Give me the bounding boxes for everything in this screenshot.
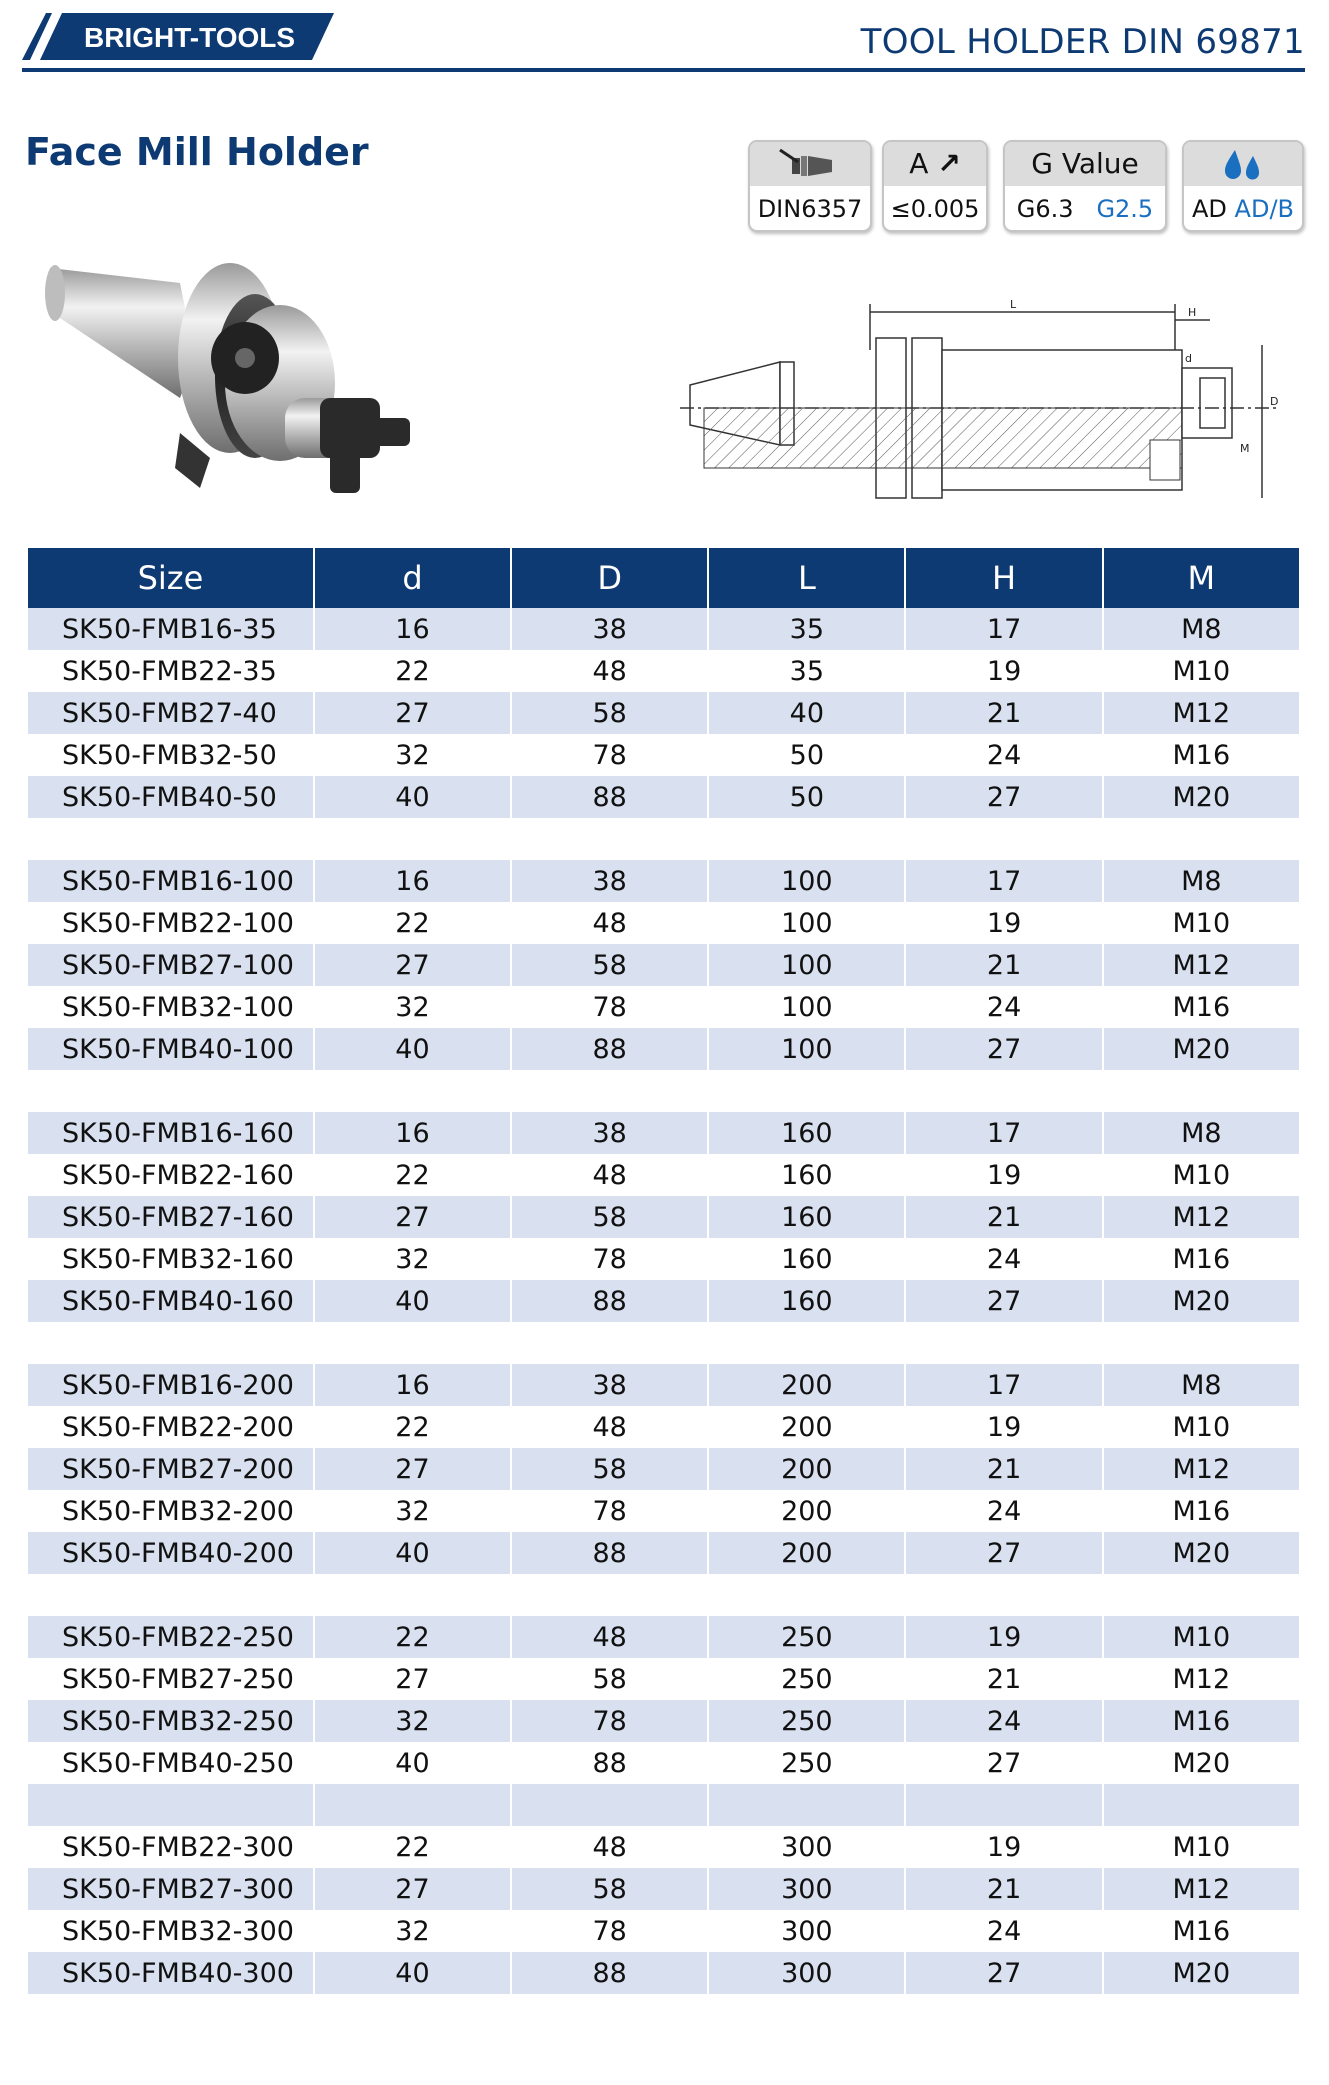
cell-size: SK50-FMB32-200 [62,1495,294,1527]
cell-D: 38 [512,608,707,650]
cell-D: 78 [592,1243,627,1275]
cell-H: 19 [986,655,1022,687]
table-row [28,860,1299,902]
cell-D: 48 [592,907,627,939]
badge-din-standard [748,140,872,232]
cell-d: 16 [315,860,510,902]
cell-D: 48 [592,1411,627,1443]
table-row [28,1700,1299,1742]
cell-d: 40 [315,1532,510,1574]
cell-H: 24 [986,1495,1022,1527]
cell-d [315,1322,510,1364]
cell-L [709,1784,904,1826]
cell-H [906,1574,1101,1616]
column-header-D: D [512,548,707,608]
cell-d: 32 [315,1700,510,1742]
cell-M: M20 [1172,1747,1231,1779]
table-row [28,1868,1299,1910]
cell-D: 58 [512,944,707,986]
cell-d: 40 [315,1952,510,1994]
cell-H [906,818,1101,860]
table-row [28,650,1299,692]
cell-size: SK50-FMB40-250 [62,1747,294,1779]
cell-size: SK50-FMB22-200 [62,1411,294,1443]
cell-size: SK50-FMB40-160 [28,1280,313,1322]
cell-H: 21 [986,1663,1022,1695]
table-row [28,1238,1299,1280]
cell-size: SK50-FMB32-160 [62,1243,294,1275]
cell-L: 160 [709,1280,904,1322]
cell-size: SK50-FMB32-50 [62,739,277,771]
cell-size: SK50-FMB27-40 [28,692,313,734]
cell-size: SK50-FMB40-100 [28,1028,313,1070]
cell-L [709,1322,904,1364]
table-row [28,1364,1299,1406]
cell-M: M12 [1104,1448,1299,1490]
cell-H: 24 [986,739,1022,771]
cell-d: 40 [315,1280,510,1322]
dim-label-d: d [1185,352,1192,365]
cell-d: 27 [315,1448,510,1490]
cell-d: 32 [395,1495,430,1527]
badge-runout-label: A [909,147,929,180]
cell-M: M16 [1172,1915,1231,1947]
badge-coolant [1182,140,1304,232]
cell-size: SK50-FMB16-160 [28,1112,313,1154]
cell-H: 24 [986,1915,1022,1947]
table-row [28,1196,1299,1238]
cell-M: M12 [1104,944,1299,986]
cell-d: 27 [395,1663,430,1695]
runout-arrow-icon: ↗ [937,147,961,180]
cell-H: 17 [906,860,1101,902]
cell-d [315,1784,510,1826]
cell-size: SK50-FMB16-35 [28,608,313,650]
cell-L: 300 [781,1915,833,1947]
table-header-row [28,548,1299,608]
cell-d: 27 [315,944,510,986]
table-row [28,734,1299,776]
cell-L: 250 [781,1747,833,1779]
cell-M: M20 [1104,1280,1299,1322]
cell-L: 35 [789,655,825,687]
product-photo [30,248,470,520]
cell-H: 21 [906,1868,1101,1910]
table-row [28,1952,1299,1994]
cell-M [1104,818,1299,860]
cell-size [28,1784,313,1826]
cell-L: 50 [789,739,825,771]
table-row [28,986,1299,1028]
cell-H: 24 [986,991,1022,1023]
specifications-table [26,548,1301,1994]
column-header-H: H [906,548,1101,608]
badge-g-value [1003,140,1167,232]
cell-D: 58 [512,1196,707,1238]
cell-D: 48 [592,1831,627,1863]
dim-label-L: L [1010,298,1017,311]
badge-g-fine: G2.5 [1096,195,1154,223]
cell-L: 100 [709,860,904,902]
table-row [28,1028,1299,1070]
badge-coolant-ad: AD [1192,195,1227,223]
cell-L: 100 [709,944,904,986]
table-row [28,1784,1299,1826]
cell-L: 160 [709,1112,904,1154]
cell-M: M16 [1172,739,1231,771]
cell-d [315,1070,510,1112]
cell-M: M10 [1172,1159,1231,1191]
table-row [28,902,1299,944]
cell-L: 300 [781,1831,833,1863]
table-row [28,1826,1299,1868]
cell-size [28,1070,313,1112]
cell-L: 200 [781,1411,833,1443]
cell-d: 27 [315,1868,510,1910]
cell-M: M8 [1104,1112,1299,1154]
cell-d: 32 [395,1243,430,1275]
cell-L: 50 [709,776,904,818]
cell-size: SK50-FMB27-250 [62,1663,294,1695]
table-row [28,1574,1299,1616]
cell-L: 160 [781,1159,833,1191]
cell-M: M8 [1104,860,1299,902]
cell-D [512,1322,707,1364]
cell-D: 78 [592,991,627,1023]
cell-H: 19 [986,1159,1022,1191]
cell-M: M12 [1104,1868,1299,1910]
badge-din-value: DIN6357 [757,195,863,223]
cell-H: 27 [986,1747,1022,1779]
cell-L: 300 [709,1952,904,1994]
cell-D: 38 [512,1112,707,1154]
cell-H: 19 [986,1411,1022,1443]
cell-H: 27 [906,1952,1101,1994]
cell-D: 88 [592,1747,627,1779]
cell-M [1104,1322,1299,1364]
cell-D: 88 [512,1532,707,1574]
badge-g-label: G Value [1005,142,1165,186]
cell-D: 88 [512,1952,707,1994]
cell-size [28,1322,313,1364]
cell-H: 27 [906,776,1101,818]
cell-d: 32 [395,1915,430,1947]
header-divider [22,68,1305,72]
cell-size: SK50-FMB22-160 [62,1159,294,1191]
cell-L [709,1070,904,1112]
cell-D: 88 [512,1028,707,1070]
cell-M: M12 [1104,1196,1299,1238]
column-header-L: L [709,548,904,608]
cell-D: 78 [592,1495,627,1527]
cell-H [906,1784,1101,1826]
cell-L: 160 [781,1243,833,1275]
cell-L [709,818,904,860]
cell-H: 19 [986,907,1022,939]
cell-H: 17 [906,1364,1101,1406]
table-row [28,608,1299,650]
cell-M: M8 [1104,1364,1299,1406]
badge-runout [882,140,988,232]
cell-d: 22 [395,1159,430,1191]
cell-d: 22 [395,1411,430,1443]
cell-M: M20 [1104,776,1299,818]
cell-L: 200 [781,1495,833,1527]
cell-D: 58 [512,1448,707,1490]
cell-D: 48 [512,1616,707,1658]
cell-L: 100 [709,1028,904,1070]
cell-size: SK50-FMB22-300 [62,1831,294,1863]
table-row [28,1112,1299,1154]
cell-size: SK50-FMB27-200 [28,1448,313,1490]
cell-M: M10 [1172,1831,1231,1863]
cell-H: 24 [906,1700,1101,1742]
cell-H: 19 [986,1831,1022,1863]
cell-size: SK50-FMB32-100 [62,991,294,1023]
table-row [28,1490,1299,1532]
cell-D: 38 [512,1364,707,1406]
cell-H: 27 [906,1028,1101,1070]
cell-size [28,1574,313,1616]
cell-size: SK50-FMB22-100 [62,907,294,939]
cell-L: 200 [709,1448,904,1490]
spec-badges [748,140,1306,230]
cell-M: M10 [1172,1411,1231,1443]
cell-H: 27 [906,1532,1101,1574]
cell-D: 58 [592,1663,627,1695]
cell-L: 200 [709,1532,904,1574]
taper-shank-icon [770,144,850,184]
cell-L: 200 [709,1364,904,1406]
cell-L: 160 [709,1196,904,1238]
table-row [28,1280,1299,1322]
cell-D [512,1784,707,1826]
cell-D [512,1070,707,1112]
table-row [28,1658,1299,1700]
cell-D: 58 [512,692,707,734]
column-header-M: M [1104,548,1299,608]
cell-H: 19 [906,1616,1101,1658]
cell-d: 16 [315,1364,510,1406]
cell-D: 78 [592,1915,627,1947]
cell-d: 27 [315,1196,510,1238]
cell-size: SK50-FMB16-100 [28,860,313,902]
cell-M: M20 [1104,1952,1299,1994]
cell-size: SK50-FMB40-200 [28,1532,313,1574]
brand-logo [22,13,334,60]
dim-label-M: M [1240,442,1250,455]
cell-size: SK50-FMB40-300 [28,1952,313,1994]
cell-H: 21 [906,692,1101,734]
cell-D: 48 [592,1159,627,1191]
cell-d: 40 [395,1747,430,1779]
column-header-size: Size [28,548,313,608]
table-row [28,1070,1299,1112]
cell-H: 17 [906,1112,1101,1154]
cell-M: M10 [1172,907,1231,939]
table-row [28,1154,1299,1196]
cell-D: 48 [592,655,627,687]
cell-M [1104,1784,1299,1826]
column-header-d: d [315,548,510,608]
cell-H: 24 [986,1243,1022,1275]
cell-d: 32 [395,991,430,1023]
cell-L: 250 [709,1700,904,1742]
cell-M: M16 [1172,991,1231,1023]
cell-M: M12 [1172,1663,1231,1695]
cell-d: 22 [395,907,430,939]
cell-D: 38 [512,860,707,902]
table-body [28,608,1299,1994]
cell-size: SK50-FMB32-250 [28,1700,313,1742]
technical-drawing [680,290,1296,512]
cell-d: 40 [315,1028,510,1070]
cell-M: M10 [1172,655,1231,687]
table-row [28,1616,1299,1658]
cell-L: 40 [709,692,904,734]
cell-D: 88 [512,776,707,818]
cell-d: 22 [395,1831,430,1863]
cell-d: 16 [315,608,510,650]
cell-size: SK50-FMB22-250 [28,1616,313,1658]
cell-d [315,818,510,860]
coolant-drops-icon [1213,144,1273,184]
cell-M: M8 [1104,608,1299,650]
cell-size: SK50-FMB40-50 [28,776,313,818]
cell-d: 16 [315,1112,510,1154]
cell-d: 27 [315,692,510,734]
cell-H: 21 [906,1448,1101,1490]
cell-D: 78 [592,739,627,771]
cell-L: 300 [709,1868,904,1910]
cell-d: 22 [395,655,430,687]
cell-H: 27 [906,1280,1101,1322]
cell-L: 100 [781,991,833,1023]
table-row [28,1406,1299,1448]
cell-M: M12 [1104,692,1299,734]
dim-label-H: H [1188,306,1197,319]
cell-M: M20 [1104,1028,1299,1070]
document-title: TOOL HOLDER DIN 69871 [860,22,1305,62]
cell-L: 35 [709,608,904,650]
cell-M [1104,1574,1299,1616]
cell-D [512,818,707,860]
cell-size: SK50-FMB22-35 [62,655,277,687]
cell-H [906,1070,1101,1112]
cell-M: M16 [1172,1495,1231,1527]
table-row [28,944,1299,986]
cell-H: 17 [906,608,1101,650]
cell-M: M16 [1172,1243,1231,1275]
cell-D: 58 [512,1868,707,1910]
table-row [28,1532,1299,1574]
brand-name: BRIGHT-TOOLS [84,22,296,53]
cell-H: 21 [906,1196,1101,1238]
badge-g-standard: G6.3 [1016,195,1074,223]
cell-M: M16 [1104,1700,1299,1742]
table-row [28,1910,1299,1952]
cell-H: 21 [906,944,1101,986]
cell-size: SK50-FMB32-300 [62,1915,294,1947]
cell-size: SK50-FMB27-160 [28,1196,313,1238]
cell-d: 32 [395,739,430,771]
cell-D: 78 [512,1700,707,1742]
table-row [28,1448,1299,1490]
cell-d [315,1574,510,1616]
dim-label-D: D [1270,395,1279,408]
cell-d: 40 [315,776,510,818]
cell-D [512,1574,707,1616]
cell-M [1104,1070,1299,1112]
cell-M: M20 [1104,1532,1299,1574]
cell-L [709,1574,904,1616]
cell-d: 22 [315,1616,510,1658]
cell-D: 88 [512,1280,707,1322]
cell-L: 250 [709,1616,904,1658]
cell-size [28,818,313,860]
cell-size: SK50-FMB27-300 [28,1868,313,1910]
table-row [28,1322,1299,1364]
badge-runout-value: ≤0.005 [890,195,980,223]
cell-M: M10 [1104,1616,1299,1658]
table-row [28,692,1299,734]
table-row [28,776,1299,818]
table-row [28,818,1299,860]
cell-size: SK50-FMB16-200 [28,1364,313,1406]
badge-coolant-adb: AD/B [1234,195,1294,223]
cell-L: 100 [781,907,833,939]
cell-L: 250 [781,1663,833,1695]
cell-H [906,1322,1101,1364]
cell-size: SK50-FMB27-100 [28,944,313,986]
table-row [28,1742,1299,1784]
section-title: Face Mill Holder [25,130,369,174]
